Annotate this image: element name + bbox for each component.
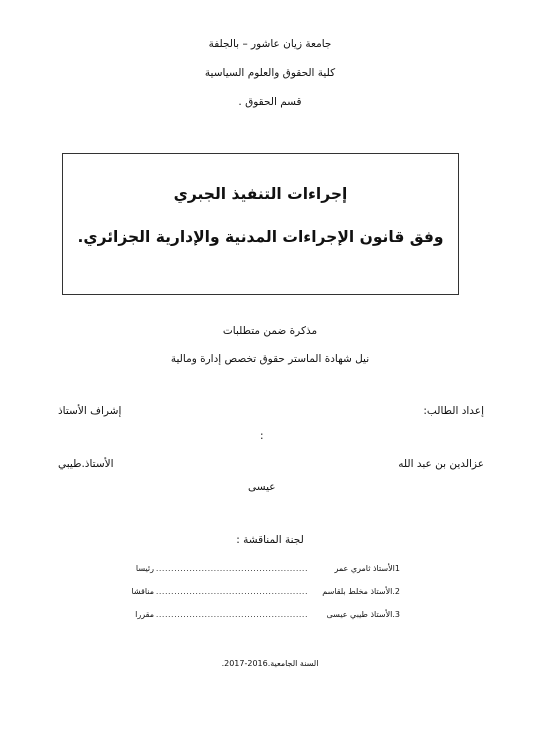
prepared-by-label: إعداد الطالب: bbox=[423, 405, 484, 417]
thesis-requirement-line2: نيل شهادة الماستر حقوق تخصص إدارة ومالية bbox=[170, 353, 370, 365]
supervisor-name: الأستاذ.طيبي bbox=[58, 458, 114, 470]
committee-member-role: مناقشا bbox=[131, 587, 154, 596]
thesis-title-line1: إجراءات التنفيذ الجبري bbox=[173, 185, 348, 203]
thesis-requirement-line1: مذكرة ضمن متطلبات bbox=[222, 325, 318, 337]
committee-title: لجنة المناقشة : bbox=[236, 534, 304, 546]
committee-member-name: 2.الأستاذ مخلط بلقاسم bbox=[322, 587, 400, 596]
dotted-leader: .................................................. bbox=[155, 610, 308, 619]
dotted-leader: .................................................. bbox=[155, 587, 308, 596]
faculty-name: كلية الحقوق والعلوم السياسية bbox=[204, 67, 336, 79]
colon-mark: : bbox=[260, 430, 264, 442]
supervision-label: إشراف الأستاذ bbox=[58, 405, 122, 417]
committee-member-role: رئيسا bbox=[135, 564, 154, 573]
academic-year: السنة الجامعية.2016-2017. bbox=[221, 659, 319, 668]
university-name: جامعة زيان عاشور – بالجلفة bbox=[208, 38, 332, 50]
committee-member-name: 1الأستاذ ثامري عمر bbox=[334, 564, 400, 573]
thesis-title-line2: وفق قانون الإجراءات المدنية والإدارية الجزائري. bbox=[77, 228, 444, 246]
committee-member-row bbox=[100, 587, 400, 601]
title-box bbox=[62, 153, 459, 295]
department-name: قسم الحقوق . bbox=[238, 96, 302, 108]
supervisor-last-name: عيسى bbox=[248, 481, 276, 493]
committee-member-name: 3.الأستاذ طيبي عيسى bbox=[326, 610, 400, 619]
student-name: عزالدين بن عبد الله bbox=[398, 458, 484, 470]
committee-member-row bbox=[100, 564, 400, 578]
dotted-leader: .................................................. bbox=[155, 564, 308, 573]
committee-member-role: مقررا bbox=[135, 610, 154, 619]
committee-member-row bbox=[100, 610, 400, 624]
